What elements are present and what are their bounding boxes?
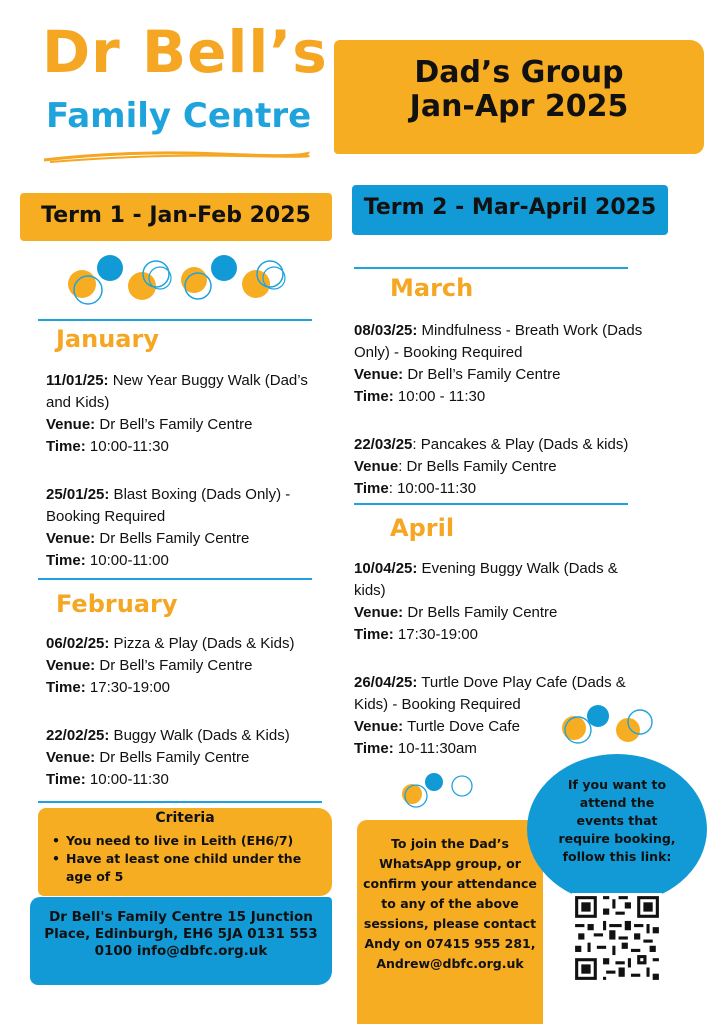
criteria-item: • You need to live in Leith (EH6/7) <box>52 832 328 850</box>
month-march: March <box>390 274 474 302</box>
contact-text: To join the Dad’s WhatsApp group, or confirm your attendance to any of the above sessions, please contact Andy on 07415 955 281, Andrew@dbfc.org.uk <box>363 836 537 971</box>
qr-code-icon <box>572 893 662 983</box>
event-time: 10-11:30am <box>393 740 477 757</box>
event-desc: Blast Boxing (Dads Only) - Booking Required <box>46 486 291 525</box>
divider <box>38 578 312 580</box>
time-label: Time: <box>354 740 394 757</box>
event-date: 26/04/25: <box>354 674 418 691</box>
event-venue: Dr Bells Family Centre <box>95 749 250 766</box>
criteria-title: Criteria <box>155 810 215 826</box>
term2-banner <box>352 185 668 235</box>
time-label: Time: <box>354 388 394 405</box>
event-mar-1 <box>354 320 644 408</box>
booking-text: If you want to attend the events that require booking, follow this link: <box>558 777 676 864</box>
divider <box>354 267 628 269</box>
term2-label: Term 2 - Mar-April 2025 <box>363 195 657 220</box>
qr-code[interactable] <box>572 893 662 983</box>
decorative-circles-icon <box>556 700 664 748</box>
event-venue: : Dr Bells Family Centre <box>398 458 557 475</box>
term1-banner <box>20 193 332 241</box>
decorative-circles-icon <box>398 768 480 810</box>
divider <box>38 801 322 803</box>
event-apr-1 <box>354 558 644 646</box>
event-time: 10:00-11:00 <box>85 552 169 569</box>
time-label: Time <box>354 480 389 497</box>
event-feb-1 <box>46 633 322 699</box>
event-date: 22/03/25 <box>354 436 413 453</box>
event-venue: Dr Bells Family Centre <box>95 530 250 547</box>
venue-label: Venue: <box>354 604 404 621</box>
event-desc: : Pancakes & Play (Dads & kids) <box>412 436 629 453</box>
divider <box>354 503 628 505</box>
month-february: February <box>56 590 178 618</box>
event-desc: Mindfulness - Breath Work (Dads Only) - Booking Required <box>354 322 643 361</box>
event-mar-2 <box>354 434 644 500</box>
event-desc: New Year Buggy Walk (Dad’s and Kids) <box>46 372 308 411</box>
venue-label: Venue: <box>354 366 404 383</box>
logo-subtitle: Family Centre <box>46 96 312 136</box>
venue-label: Venue: <box>46 530 96 547</box>
event-desc: Evening Buggy Walk (Dads & kids) <box>354 560 618 599</box>
time-label: Time: <box>46 771 86 788</box>
divider <box>38 319 312 321</box>
venue-label: Venue: <box>46 657 96 674</box>
time-label: Time: <box>46 438 86 455</box>
booking-bubble <box>527 754 707 904</box>
criteria-list <box>52 832 328 886</box>
venue-label: Venue: <box>354 718 404 735</box>
address-box <box>30 897 332 985</box>
venue-label: Venue: <box>46 416 96 433</box>
event-date: 10/04/25: <box>354 560 418 577</box>
event-date: 08/03/25: <box>354 322 418 339</box>
venue-label: Venue: <box>46 749 96 766</box>
time-label: Time: <box>46 679 86 696</box>
time-label: Time: <box>354 626 394 643</box>
whatsapp-contact-box <box>357 820 543 1024</box>
decorative-circles-icon <box>58 252 298 310</box>
logo-title: Dr Bell’s <box>42 18 328 86</box>
main-title-banner <box>334 40 704 154</box>
event-time: 10:00-11:30 <box>85 438 169 455</box>
criteria-item: • Have at least one child under the age of 5 <box>52 850 328 886</box>
event-time: 10:00-11:30 <box>85 771 169 788</box>
event-venue: Turtle Dove Cafe <box>403 718 520 735</box>
main-title-line1: Dad’s Group <box>414 55 624 90</box>
event-jan-2 <box>46 484 322 572</box>
criteria-box <box>38 808 332 896</box>
address-text: Dr Bell's Family Centre 15 Junction Place, Edinburgh, EH6 5JA 0131 553 0100 info@dbfc.org.uk <box>44 909 318 959</box>
event-venue: Dr Bell’s Family Centre <box>403 366 561 383</box>
event-time: 17:30-19:00 <box>393 626 478 643</box>
event-time: 10:00 - 11:30 <box>393 388 486 405</box>
term1-label: Term 1 - Jan-Feb 2025 <box>41 203 311 228</box>
event-time: 17:30-19:00 <box>85 679 170 696</box>
event-date: 25/01/25: <box>46 486 110 503</box>
venue-label: Venue <box>354 458 399 475</box>
event-date: 22/02/25: <box>46 727 110 744</box>
event-time: : 10:00-11:30 <box>388 480 477 497</box>
event-jan-1 <box>46 370 322 458</box>
event-venue: Dr Bells Family Centre <box>403 604 558 621</box>
event-feb-2 <box>46 725 322 791</box>
event-date: 11/01/25: <box>46 372 109 389</box>
event-date: 06/02/25: <box>46 635 110 652</box>
event-venue: Dr Bell’s Family Centre <box>95 416 253 433</box>
event-venue: Dr Bell’s Family Centre <box>95 657 253 674</box>
event-desc: Buggy Walk (Dads & Kids) <box>109 727 290 744</box>
event-desc: Turtle Dove Play Cafe (Dads & Kids) - Booking Required <box>354 674 626 713</box>
logo-underline-scribble <box>40 146 312 166</box>
time-label: Time: <box>46 552 86 569</box>
month-april: April <box>390 514 455 542</box>
month-january: January <box>56 325 159 353</box>
event-desc: Pizza & Play (Dads & Kids) <box>109 635 295 652</box>
main-title-line2: Jan-Apr 2025 <box>409 89 629 124</box>
